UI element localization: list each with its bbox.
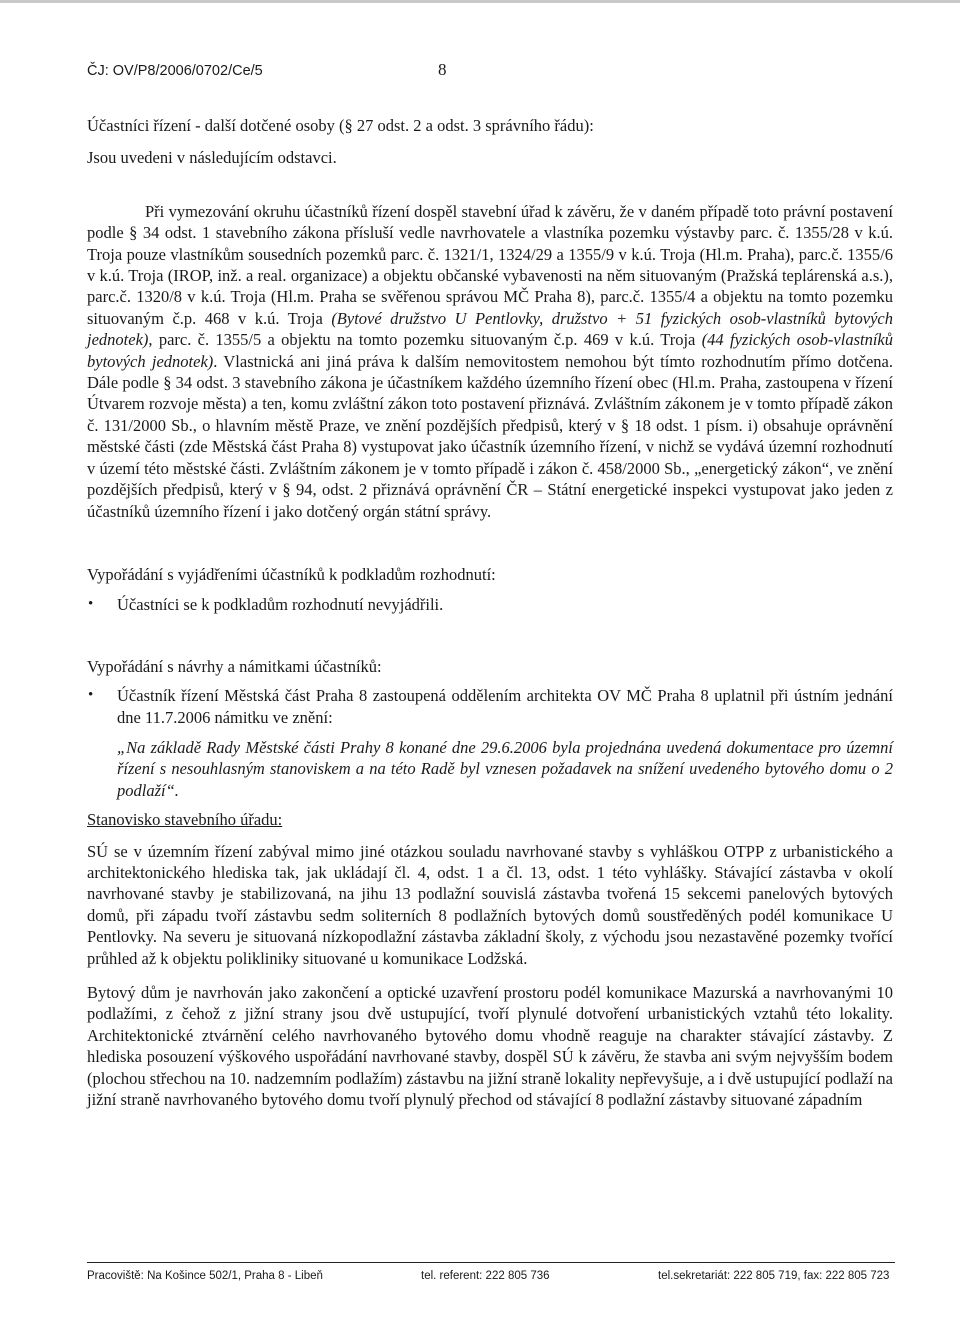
participants-text-2: (Bytové družstvo U Pentlovky, družstvo + 51 fyzických osob-vlastníků bytových jednotek) [87,308,893,350]
objections-list [87,685,893,728]
objection-quote: „Na základě Rady Městské části Prahy 8 konané dne 29.6.2006 byla projednána uvedená dokumentace pro územní řízení s nesouhlasným stanoviskem a na této Radě byl vznesen požadavek na snížení uvedeného bytového domu o 2 podlaží“. [117,737,893,800]
participants-text-3: , parc. č. 1355/5 a objektu na tomto pozemku situovaným č.p. 469 v k.ú. Troja [148,330,702,350]
participants-text-4: (44 fyzických osob-vlastníků bytových jednotek) [87,330,893,371]
statements-list [87,594,893,615]
participants-heading: Účastníci řízení - další dotčené osoby (§ 27 odst. 2 a odst. 3 správního řádu): [87,116,594,135]
scan-edge-line [0,0,960,3]
footer-tel-referent: tel. referent: 222 805 736 [421,1270,550,1282]
page-number: 8 [438,60,447,79]
statements-heading: Vypořádání s vyjádřeními účastníků k podkladům rozhodnutí: [87,564,496,584]
footer-divider [87,1262,895,1263]
objections-bullet: • Účastník řízení Městská část Praha 8 zastoupená oddělením architekta OV MČ Praha 8 uplatnil při ústním jednání dne 11.7.2006 námitku ve znění: [87,685,893,728]
statements-bullet: • Účastníci se k podkladům rozhodnutí nevyjádřili. [87,594,893,615]
participants-text-5: . Vlastnická ani jiná práva k dalším nemovitostem nemohou být tímto rozhodnutím přímo dotčena. Dále podle § 34 odst. 3 stavebního zákona je účastníkem každého územního řízení obec (Hl.m. Praha, zastoupena v řízení Útvarem rozvoje města) a ten, komu zvláštní zákon toto postavení přiznává. Zvláštním zákonem je v tomto případě zákon č. 131/2000 Sb., o hlavním městě Praze, ve znění pozdějších předpisů, který v § 18 odst. 1 písm. i) obsahuje oprávnění městské části (zde Městská část Praha 8) vystupovat jako účastník územního řízení, v nichž se vydává územní rozhodnutí v území této městské části. Zvláštním zákonem je v tomto případě i zákon č. 458/2000 Sb., „energetický zákon“, ve znění pozdějších předpisů, který v § 94, odst. 2 přiznává oprávnění ČR – Státní energetické inspekci vystupovat jako jeden z účastníků územního řízení i jako dotčený orgán státní správy. [87,351,893,521]
objections-heading: Vypořádání s návrhy a námitkami účastníků: [87,656,382,676]
office-position-paragraph-2: Bytový dům je navrhován jako zakončení a optické uzavření prostoru podél komunikace Mazurská a navrhovanými 10 podlažími, z čehož z jižní strany jsou dvě ustupující, tvoří plynulé dotvoření urbanistických vztahů této lokality. Architektonické ztvárnění celého navrhovaného bytového domu vhodně reaguje na charakter stávající zástavby. Z hlediska posouzení výškového uspořádání navrhované stavby, dospěl SÚ k závěru, že stavba ani svým nejvyšším bodem (plochou střechou na 10. nadzemním podlažím) zástavbu na jižní straně lokality nepřevyšuje, a i dvě ustupující podlaží na jižní straně navrhovaného bytového domu tvoří plynulý přechod od stávající 8 podlažní zástavby situované západním [87,983,893,1110]
office-position-paragraph-1: SÚ se v územním řízení zabýval mimo jiné otázkou souladu navrhované stavby s vyhláškou OTPP z urbanistického a architektonického hlediska tak, jak ukládají čl. 4, odst. 1 a čl. 13, odst. 1 této vyhlášky. Stávající zástavba v okolí navrhované stavby je stabilizovaná, na jihu 13 podlažní souvislá zástavba tvořená 15 sekcemi panelových bytových domů, při západu tvoří zástavbu sedm soliterních 8 podlažních bytových domů soustředěných podél komunikace U Pentlovky. Na severu je situovaná nízkopodlažní zástavba základní školy, z východu jsou nezastavěné pozemky tvořící průhled až k objektu polikliniky situované u komunikace Lodžská. [87,841,893,968]
reference-number: ČJ: OV/P8/2006/0702/Ce/5 [87,63,263,79]
footer-tel-secretariat: tel.sekretariát: 222 805 719, fax: 222 805 723 [658,1270,890,1282]
footer-workplace: Pracoviště: Na Košince 502/1, Praha 8 - Libeň [87,1270,323,1282]
participants-intro: Jsou uvedeni v následujícím odstavci. [87,148,337,168]
participants-paragraph [87,201,893,522]
office-position-heading: Stanovisko stavebního úřadu: [87,810,283,830]
document-body [87,115,893,1110]
participants-text-1: Při vymezování okruhu účastníků řízení dospěl stavební úřad k závěru, že v daném případě toto právní postavení podle § 34 odst. 1 stavebního zákona přísluší vedle navrhovatele a vlastníka pozemku výstavby parc. č. 1355/28 v k.ú. Troja pouze vlastníkům sousedních pozemků parc. č. 1321/1, 1324/29 a 1355/9 v k.ú. Troja (Hl.m. Praha), parc.č. 1355/6 v k.ú. Troja (IROP, inž. a real. organizace) a objektu občanské vybavenosti na něm situovaným (Pražská teplárenská a.s.), parc.č. 1320/8 v k.ú. Troja (Hl.m. Praha se svěřenou správou MČ Praha 8), parc.č. 1355/4 a objektu na tomto pozemku situovaným č.p. 468 v k.ú. Troja [87,201,893,328]
